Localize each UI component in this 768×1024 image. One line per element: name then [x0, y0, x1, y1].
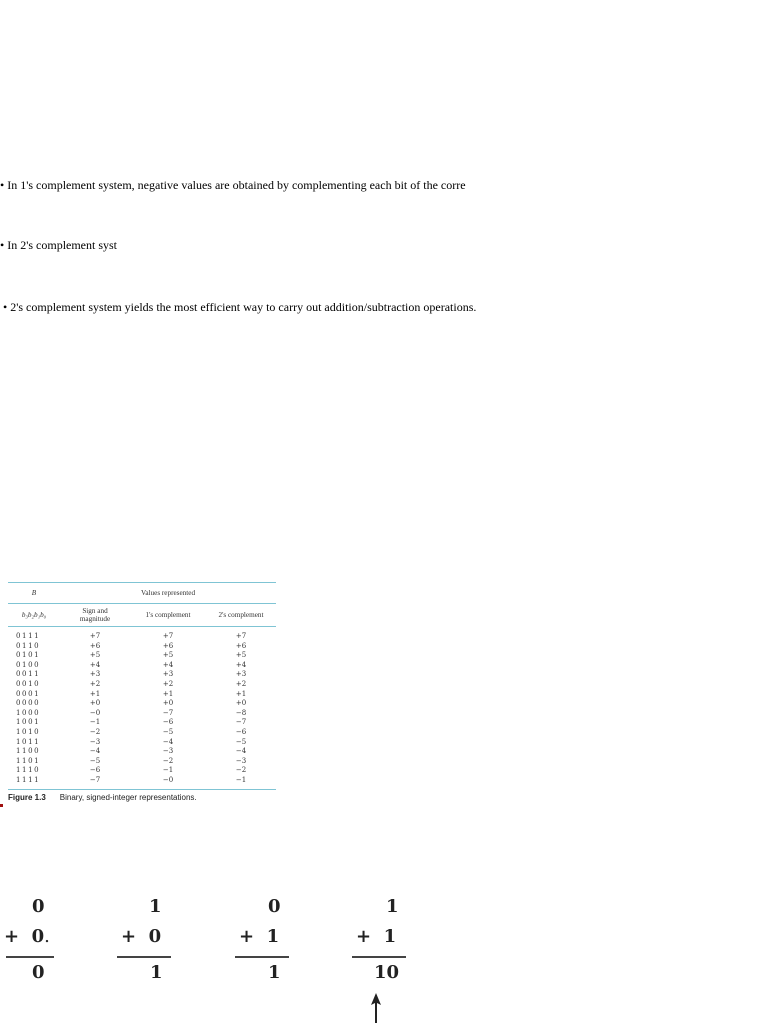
cell-ones-complement: −7 [162, 708, 174, 717]
cell-bits: 0101 [16, 651, 41, 660]
cell-sign-magnitude: −1 [89, 718, 101, 727]
figure-caption [8, 793, 276, 802]
cell-bits: 1111 [16, 775, 41, 784]
cell-twos-complement: −1 [235, 775, 247, 784]
cell-ones-complement: +0 [162, 699, 174, 708]
sum-line [117, 956, 171, 958]
cell-twos-complement: +5 [235, 651, 247, 660]
cell-twos-complement: +2 [235, 679, 247, 688]
stray-dot: . [44, 926, 50, 947]
cell-twos-complement: +0 [235, 699, 247, 708]
cell-sign-magnitude: −4 [89, 747, 101, 756]
cell-twos-complement: −6 [235, 727, 247, 736]
cell-bits: 0010 [16, 679, 41, 688]
table-bottom-rule [8, 789, 276, 790]
addend-bottom [4, 926, 50, 947]
cell-sign-magnitude: +5 [89, 651, 101, 660]
cell-bits: 1011 [16, 737, 41, 746]
addend-top: 1 [149, 896, 162, 917]
cell-ones-complement: −6 [162, 718, 174, 727]
table-row [8, 670, 276, 680]
bullet-ones-complement: • In 1's complement system, negative values are obtained by complementing each bit of the corre [0, 178, 466, 192]
cell-sign-magnitude: +6 [89, 641, 101, 650]
cell-twos-complement: −3 [235, 756, 247, 765]
cell-sign-magnitude: +3 [89, 670, 101, 679]
cell-sign-magnitude: +1 [89, 689, 101, 698]
col-header-ones-complement: 1's complement [145, 611, 191, 619]
table-row [8, 661, 276, 671]
table-row [8, 766, 276, 776]
table-row [8, 747, 276, 757]
cell-sign-magnitude: +0 [89, 699, 101, 708]
operand: + 0 [4, 926, 45, 947]
table-row [8, 728, 276, 738]
cell-twos-complement: −4 [235, 747, 247, 756]
caption-label: Figure 1.3 [8, 792, 46, 802]
cell-twos-complement: −7 [235, 718, 247, 727]
table-header-row [8, 583, 276, 603]
cell-bits: 0111 [16, 632, 41, 640]
cell-sign-magnitude: +4 [89, 660, 101, 669]
cell-ones-complement: −0 [162, 775, 174, 784]
cell-twos-complement: +6 [235, 641, 247, 650]
table-subheader-row [8, 604, 276, 626]
cell-ones-complement: −1 [162, 766, 174, 775]
table-body [8, 627, 276, 789]
cell-bits: 0000 [16, 699, 41, 708]
carry-up-arrow-icon [369, 993, 383, 1023]
cell-bits: 1101 [16, 756, 41, 765]
cell-ones-complement: +6 [162, 641, 174, 650]
cell-twos-complement: +7 [235, 632, 247, 640]
table-row [8, 680, 276, 690]
table-row [8, 690, 276, 700]
col-header-twos-complement: 2's complement [218, 611, 264, 619]
sum-result: 1 [268, 962, 281, 983]
sum-line [352, 956, 406, 958]
cell-bits: 1110 [16, 766, 41, 775]
bullet-twos-complement: • In 2's complement syst [0, 238, 118, 252]
cell-ones-complement: +1 [162, 689, 174, 698]
cell-sign-magnitude: +7 [89, 632, 101, 640]
table-row [8, 757, 276, 767]
table-row [8, 651, 276, 661]
cell-sign-magnitude: −7 [89, 775, 101, 784]
col-header-sign-line1: Sign and [82, 607, 108, 615]
sum-line [235, 956, 289, 958]
cell-bits: 1100 [16, 747, 41, 756]
bullet-efficiency: • 2's complement system yields the most efficient way to carry out addition/subtraction operations. [3, 300, 477, 314]
addend-top: 0 [32, 896, 45, 917]
cell-sign-magnitude: −2 [89, 727, 101, 736]
sum-result: 0 [32, 962, 45, 983]
table-row [8, 642, 276, 652]
caption-text: Binary, signed-integer representations. [59, 792, 197, 802]
col-header-bits: b₃b₂b₁b₀ [21, 611, 47, 619]
addend-top: 0 [268, 896, 281, 917]
cell-bits: 1000 [16, 708, 41, 717]
sum-line [6, 956, 54, 958]
table-row [8, 718, 276, 728]
addend-top: 1 [386, 896, 399, 917]
cell-ones-complement: −5 [162, 727, 174, 736]
cell-ones-complement: −4 [162, 737, 174, 746]
header-values-represented: Values represented [140, 589, 196, 597]
cell-ones-complement: +3 [162, 670, 174, 679]
table-row [8, 776, 276, 786]
cell-ones-complement: −2 [162, 756, 174, 765]
header-b: B [31, 589, 37, 597]
cell-bits: 0110 [16, 641, 41, 650]
sum-result: 1 [150, 962, 163, 983]
cell-twos-complement: −5 [235, 737, 247, 746]
cell-ones-complement: +5 [162, 651, 174, 660]
col-header-sign-line2: magnitude [79, 615, 111, 623]
cell-ones-complement: −3 [162, 747, 174, 756]
table-row [8, 699, 276, 709]
table-row [8, 709, 276, 719]
cell-sign-magnitude: −5 [89, 756, 101, 765]
cell-sign-magnitude: −3 [89, 737, 101, 746]
sum-result: 10 [374, 962, 400, 983]
cell-twos-complement: +4 [235, 660, 247, 669]
addend-bottom: + 1 [356, 926, 397, 947]
table-row [8, 632, 276, 642]
table-row [8, 738, 276, 748]
cell-sign-magnitude: −0 [89, 708, 101, 717]
cell-ones-complement: +2 [162, 679, 174, 688]
cell-bits: 0100 [16, 660, 41, 669]
cell-bits: 1001 [16, 718, 41, 727]
col-header-sign-magnitude [60, 607, 130, 623]
red-marker-dot [0, 804, 3, 807]
cell-sign-magnitude: +2 [89, 679, 101, 688]
cell-bits: 0011 [16, 670, 41, 679]
cell-ones-complement: +4 [162, 660, 174, 669]
cell-twos-complement: +3 [235, 670, 247, 679]
cell-twos-complement: −2 [235, 766, 247, 775]
cell-bits: 1010 [16, 727, 41, 736]
cell-twos-complement: +1 [235, 689, 247, 698]
addend-bottom: + 1 [239, 926, 280, 947]
cell-twos-complement: −8 [235, 708, 247, 717]
cell-ones-complement: +7 [162, 632, 174, 640]
cell-bits: 0001 [16, 689, 41, 698]
figure-signed-integer-table [8, 582, 276, 802]
addend-bottom: + 0 [121, 926, 162, 947]
cell-sign-magnitude: −6 [89, 766, 101, 775]
